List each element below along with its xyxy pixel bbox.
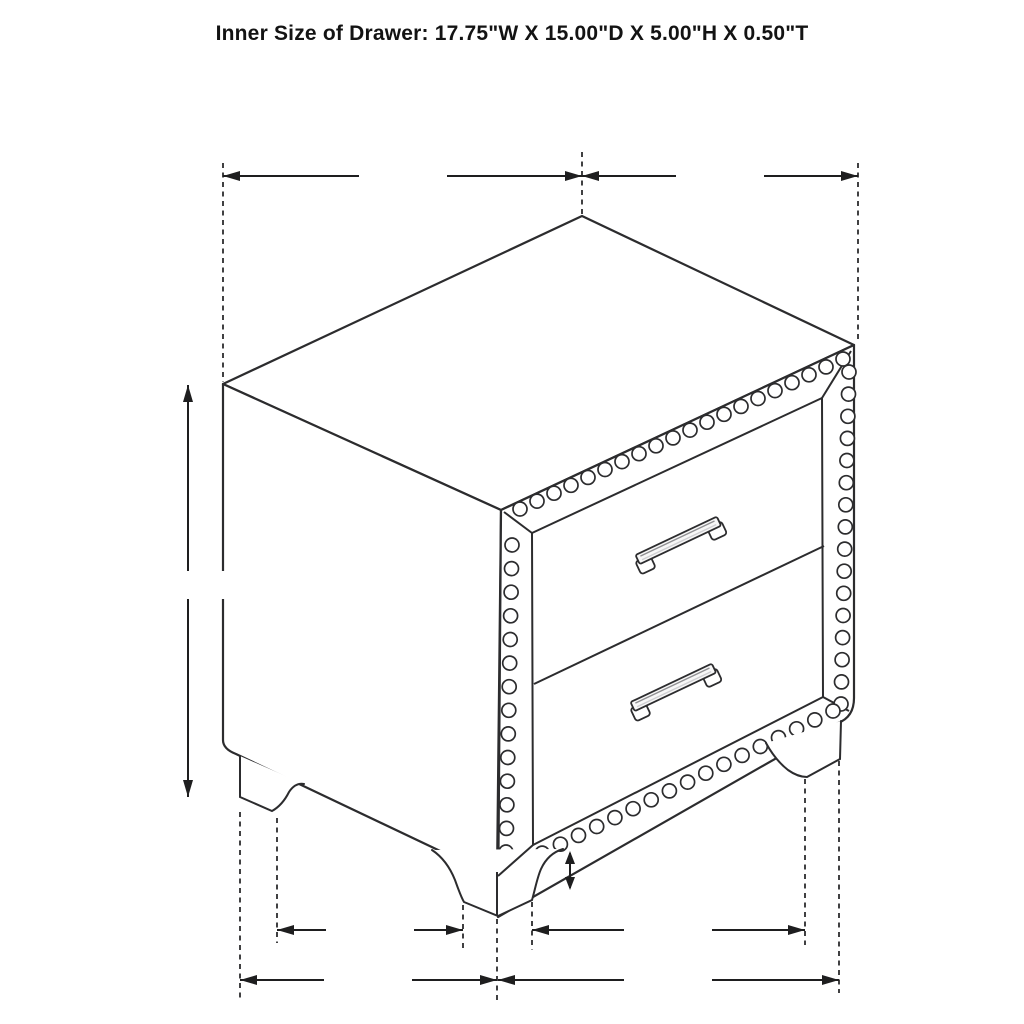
nightstand-body [223, 216, 856, 917]
dimension-front-leg-spacing [532, 917, 805, 943]
arrowhead-down [565, 877, 575, 890]
arrowhead-left [582, 171, 599, 181]
arrowhead-right [788, 925, 805, 935]
dimension-base-width [240, 967, 497, 993]
dimension-base-depth [498, 967, 839, 993]
arrowhead-left [223, 171, 240, 181]
dimension-top-depth [582, 163, 858, 189]
arrowhead-right [480, 975, 497, 985]
arrowhead-up [183, 385, 193, 402]
arrowhead-left [498, 975, 515, 985]
dimension-height [141, 385, 235, 797]
arrowhead-right [446, 925, 463, 935]
arrowhead-right [841, 171, 858, 181]
arrowhead-down [183, 780, 193, 797]
arrowhead-left [532, 925, 549, 935]
dimension-top-width [223, 163, 582, 189]
arrowhead-right [565, 171, 582, 181]
arrowhead-right [822, 975, 839, 985]
diagram-title: Inner Size of Drawer: 17.75"W X 15.00"D X 5.00"H X 0.50"T [215, 22, 809, 45]
dimension-side-leg-spacing [277, 917, 463, 943]
arrowhead-left [277, 925, 294, 935]
arrowhead-left [240, 975, 257, 985]
